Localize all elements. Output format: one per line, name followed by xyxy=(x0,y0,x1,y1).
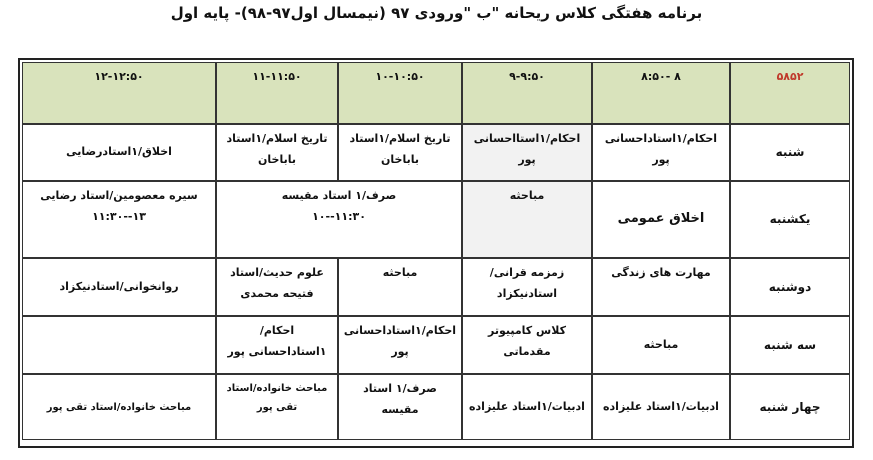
sun-slot-3-4 xyxy=(216,181,462,258)
sun-slot-5-time: ۱۳--۱۱:۳۰ xyxy=(92,209,146,223)
mon-slot-3: مباحثه xyxy=(338,258,462,316)
day-tuesday: سه شنبه xyxy=(730,316,850,374)
sat-slot-4: تاریخ اسلام/۱استاد باباخان xyxy=(216,124,338,181)
sat-slot-1: احکام/۱استاداحسانی پور xyxy=(592,124,730,181)
sat-slot-2: احکام/۱استااحسانی پور xyxy=(462,124,592,181)
sat-slot-3: تاریخ اسلام/۱استاد باباخان xyxy=(338,124,462,181)
tue-slot-5 xyxy=(22,316,216,374)
wed-slot-4: مباحث خانواده/استاد تقی پور xyxy=(216,374,338,440)
slot-3-header: ۱۰-۱۰:۵۰ xyxy=(338,62,462,124)
sun-slot-1: اخلاق عمومی xyxy=(592,181,730,258)
class-code: ۵۸۵۲ xyxy=(730,62,850,124)
slot-1-header: ۸ -۸:۵۰ xyxy=(592,62,730,124)
day-saturday: شنبه xyxy=(730,124,850,181)
day-monday: دوشنبه xyxy=(730,258,850,316)
table-row xyxy=(22,316,850,374)
sun-slot-3-4-time: ۱۱:۳۰--۱۰ xyxy=(312,209,366,223)
sun-slot-2: مباحثه xyxy=(462,181,592,258)
tue-slot-1: مباحثه xyxy=(592,316,730,374)
wed-slot-1: ادبیات/۱استاد علیزاده xyxy=(592,374,730,440)
sat-slot-5: اخلاق/۱استادرضایی xyxy=(22,124,216,181)
table-row xyxy=(22,374,850,440)
wed-slot-2: ادبیات/۱استاد علیزاده xyxy=(462,374,592,440)
slot-2-header: ۹-۹:۵۰ xyxy=(462,62,592,124)
table-row xyxy=(22,258,850,316)
slot-5-header: ۱۲-۱۲:۵۰ xyxy=(22,62,216,124)
slot-4-header: ۱۱-۱۱:۵۰ xyxy=(216,62,338,124)
sun-slot-3-4-course: صرف/۱ استاد مقیسه xyxy=(281,189,397,202)
tue-slot-3: احکام/۱استاداحسانی پور xyxy=(338,316,462,374)
table-row xyxy=(22,124,850,181)
day-sunday: یکشنبه xyxy=(730,181,850,258)
mon-slot-2: زمزمه قرانی/استادنیکزاد xyxy=(462,258,592,316)
sun-slot-5-course: سیره معصومین/استاد رضایی xyxy=(40,189,198,202)
wed-slot-3: صرف/۱ استاد مقیسه xyxy=(338,374,462,440)
table-row xyxy=(22,181,850,258)
tue-slot-4: احکام/۱استاداحسانی پور xyxy=(216,316,338,374)
mon-slot-4: علوم حدیث/استاد فتیحه محمدی xyxy=(216,258,338,316)
wed-slot-5: مباحث خانواده/استاد تقی پور xyxy=(22,374,216,440)
header-row xyxy=(22,62,850,124)
page-title: برنامه هفتگی کلاس ریحانه "ب "ورودی ۹۷ (نیمسال اول۹۷-۹۸)- پایه اول xyxy=(170,4,703,22)
sun-slot-5 xyxy=(22,181,216,258)
day-wednesday: چهار شنبه xyxy=(730,374,850,440)
mon-slot-1: مهارت های زندگی xyxy=(592,258,730,316)
mon-slot-5: روانخوانی/استادنیکزاد xyxy=(22,258,216,316)
tue-slot-2: کلاس کامپیوتر مقدماتی xyxy=(462,316,592,374)
weekly-schedule-table xyxy=(22,62,850,440)
